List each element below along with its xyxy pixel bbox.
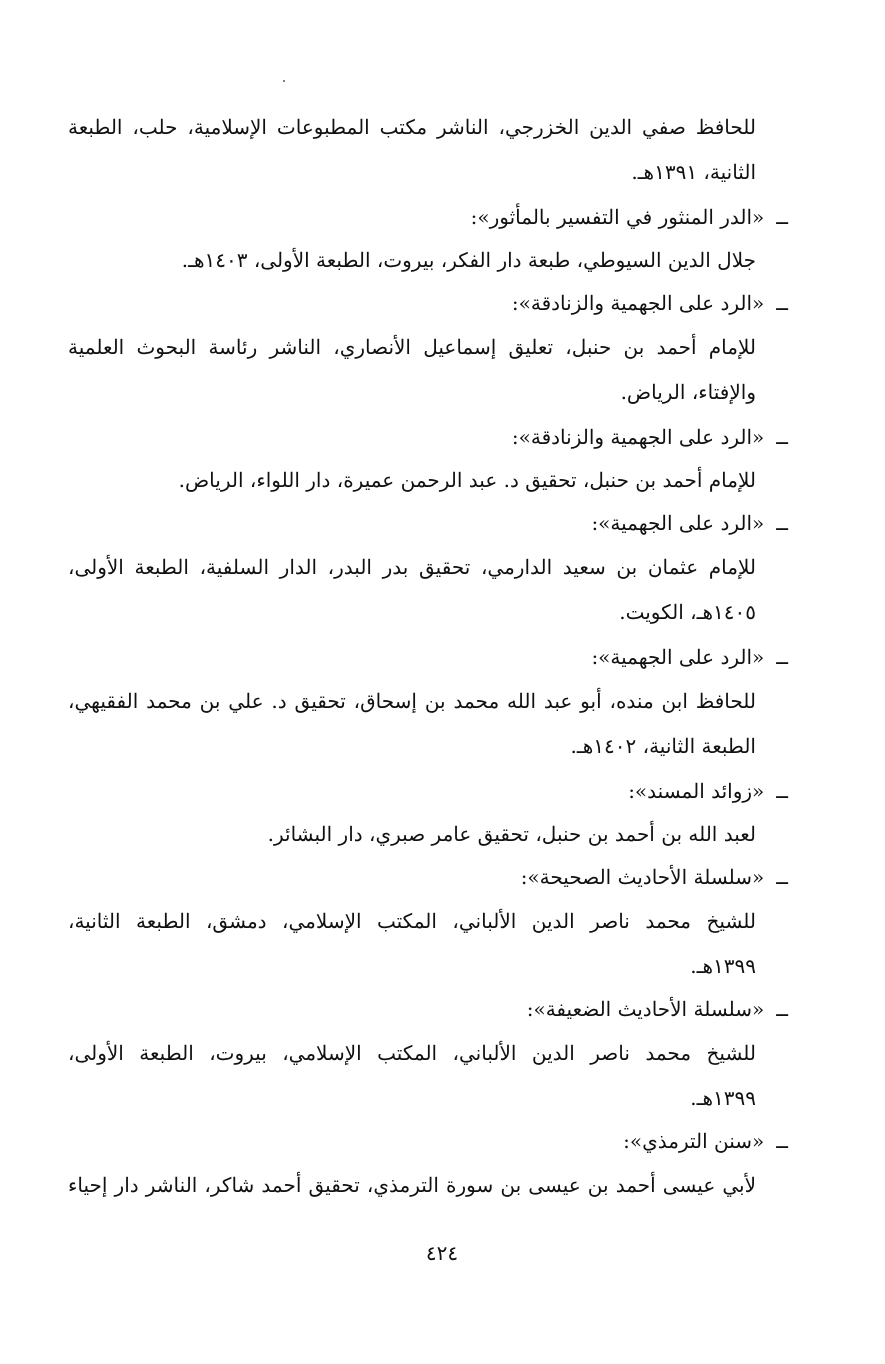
page-number: ٤٢٤: [425, 1241, 459, 1265]
entry-title: «الدر المنثور في التفسير بالمأثور»:: [470, 205, 765, 229]
dash-marker: ــ: [776, 997, 788, 1021]
entry-text-line: ١٤٠٥هـ، الكويت.: [619, 600, 756, 624]
entry-heading: [200, 422, 788, 452]
entry-text-line: ١٣٩٩هـ.: [690, 954, 756, 978]
entry-heading: [200, 288, 788, 318]
dash-marker: ــ: [776, 865, 788, 889]
entry-text-line: الطبعة الثانية، ١٤٠٢هـ.: [570, 734, 756, 758]
entry-heading: [200, 994, 788, 1024]
dash-marker: ــ: [776, 1129, 788, 1153]
entry-text-line: للشيخ محمد ناصر الدين الألباني، المكتب الإسلامي، دمشق، الطبعة الثانية،: [68, 909, 756, 933]
entry-title: «الرد على الجهمية»:: [591, 511, 765, 535]
entry-text-line: للحافظ ابن منده، أبو عبد الله محمد بن إسحاق، تحقيق د. علي بن محمد الفقيهي،: [68, 689, 756, 713]
stray-dot: [283, 80, 285, 82]
entry-text-line: للإمام أحمد بن حنبل، تحقيق د. عبد الرحمن عميرة، دار اللواء، الرياض.: [178, 468, 756, 492]
entry-text-line: لعبد الله بن أحمد بن حنبل، تحقيق عامر صبري، دار البشائر.: [267, 822, 756, 846]
entry-title: «زوائد المسند»:: [628, 779, 765, 803]
entry-title: «الرد على الجهمية والزنادقة»:: [511, 291, 765, 315]
entry-heading: [200, 508, 788, 538]
entry-text-line: للإمام عثمان بن سعيد الدارمي، تحقيق بدر البدر، الدار السلفية، الطبعة الأولى،: [68, 555, 756, 579]
dash-marker: ــ: [776, 205, 788, 229]
entry-text-line: ١٣٩٩هـ.: [690, 1086, 756, 1110]
entry-heading: [200, 862, 788, 892]
entry-title: «الرد على الجهمية والزنادقة»:: [511, 425, 765, 449]
entry-text-line: للحافظ صفي الدين الخزرجي، الناشر مكتب المطبوعات الإسلامية، حلب، الطبعة: [68, 115, 756, 139]
dash-marker: ــ: [776, 511, 788, 535]
entry-text-line: جلال الدين السيوطي، طبعة دار الفكر، بيروت، الطبعة الأولى، ١٤٠٣هـ.: [181, 248, 756, 272]
entry-heading: [200, 642, 788, 672]
dash-marker: ــ: [776, 291, 788, 315]
entry-title: «سلسلة الأحاديث الضعيفة»:: [526, 997, 765, 1021]
entry-title: «سلسلة الأحاديث الصحيحة»:: [520, 865, 765, 889]
entry-title: «سنن الترمذي»:: [623, 1129, 765, 1153]
dash-marker: ــ: [776, 425, 788, 449]
entry-text-line: للشيخ محمد ناصر الدين الألباني، المكتب الإسلامي، بيروت، الطبعة الأولى،: [68, 1041, 756, 1065]
entry-text-line: الثانية، ١٣٩١هـ.: [631, 160, 756, 184]
entry-text-line: والإفتاء، الرياض.: [620, 380, 756, 404]
dash-marker: ــ: [776, 779, 788, 803]
entry-title: «الرد على الجهمية»:: [591, 645, 765, 669]
entry-text-line: للإمام أحمد بن حنبل، تعليق إسماعيل الأنصاري، الناشر رئاسة البحوث العلمية: [68, 335, 756, 359]
entry-heading: [200, 202, 788, 232]
dash-marker: ــ: [776, 645, 788, 669]
entry-heading: [200, 776, 788, 806]
entry-heading: [200, 1126, 788, 1156]
entry-text-line: لأبي عيسى أحمد بن عيسى بن سورة الترمذي، تحقيق أحمد شاكر، الناشر دار إحياء: [68, 1173, 756, 1197]
